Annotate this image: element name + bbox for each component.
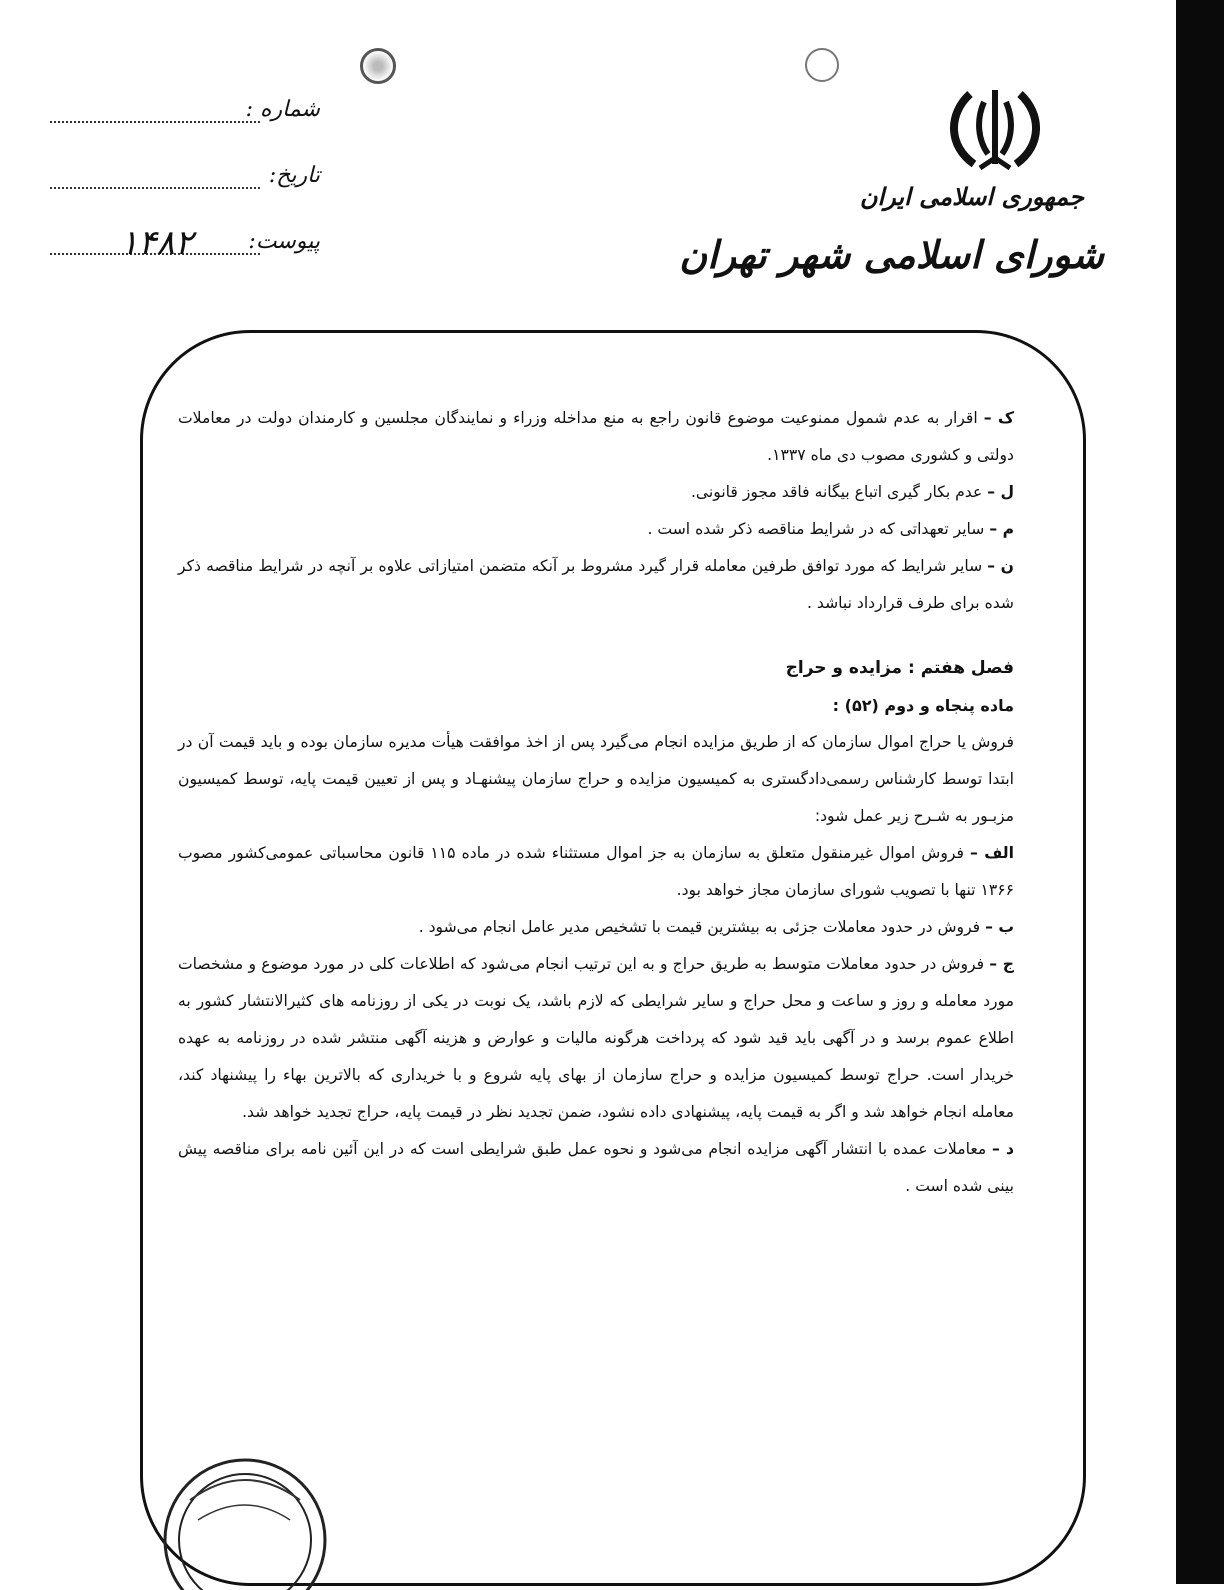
clause-jim	[178, 946, 1014, 1131]
section-title: فصل هفتم : مزایده و حراج	[785, 658, 1014, 678]
paragraph-k	[178, 400, 1014, 474]
paragraph-text: اقرار به عدم شمول ممنوعیت موضوع قانون راجع به منع مداخله وزراء و نمایندگان مجلسین و کارمندان دولت در معاملات دولتی و کشوری مصوب دی ماه ۱۳۳۷.	[178, 409, 1014, 464]
paragraph-text: سایر شرایط که مورد توافق طرفین معامله قرار گیرد مشروط بر آنکه متضمن امتیازاتی علاوه بر آنچه در شرایط مناقصه ذکر شده برای طرف قرارداد نباشد .	[178, 557, 1014, 612]
iran-emblem-icon	[940, 84, 1050, 174]
council-title: شورای اسلامی شهر تهران	[679, 232, 1104, 277]
clause-be	[178, 909, 1014, 946]
date-field	[50, 161, 320, 227]
scan-edge-bar	[1176, 0, 1224, 1584]
date-dotted-line	[50, 187, 260, 189]
paragraph-lead: م –	[989, 520, 1014, 538]
punch-hole-left	[360, 48, 396, 84]
attachment-handwritten-value: ۱۴۸۲	[120, 223, 194, 263]
paragraph-text: عدم بکار گیری اتباع بیگانه فاقد مجوز قانونی.	[690, 483, 988, 501]
clause-lead: ب –	[985, 918, 1014, 936]
clause-alef	[178, 835, 1014, 909]
clause-lead: الف –	[969, 844, 1014, 862]
clause-text: فروش در حدود معاملات متوسط به طریق حراج و به این ترتیب انجام می‌شود که اطلاعات کلی در مورد موضوع و مشخصات مورد معامله و روز و ساعت و محل حراج و سایر شرایطی که لازم باشد، یک نوبت در یکی از روزنامه های کثیرالانتشار کشور به اطلاع عموم برسد و در آگهی باید قید شود که پرداخت هرگونه مالیات و عوارض و هزینه آگهی منتشر شده در روزنامه به عهده خریدار است. حراج توسط کمیسیون مزایده و حراج سازمان از بهای پایه شروع و با خریداری که بالاترین بهاء را پیشنهاد کند، معامله انجام خواهد شد و اگر به قیمت پایه، پیشنهادی داده نشود، ضمن تجدید نظر در قیمت پایه، حراج تجدید خواهد شد.	[178, 955, 1014, 1121]
clause-dal	[178, 1131, 1014, 1205]
date-label: تاریخ:	[268, 163, 320, 188]
spacer	[178, 622, 1014, 650]
clause-lead: ج –	[989, 955, 1014, 973]
attachment-label: پیوست:	[248, 229, 320, 254]
clause-text: فروش در حدود معاملات جزئی به بیشترین قیمت با تشخیص مدیر عامل انجام می‌شود .	[418, 918, 986, 936]
paragraph-lead: ل –	[987, 483, 1014, 501]
paragraph-l	[178, 474, 1014, 511]
number-dotted-line	[50, 121, 260, 123]
number-field	[50, 95, 320, 161]
paragraph-m	[178, 511, 1014, 548]
number-label: شماره :	[245, 97, 320, 122]
article-title: ماده پنجاه و دوم (۵۲) :	[832, 696, 1014, 715]
paragraph-text: سایر تعهداتی که در شرایط مناقصه ذکر شده است .	[647, 520, 990, 538]
republic-title: جمهوری اسلامی ایران	[859, 182, 1084, 211]
header-fields	[50, 95, 320, 293]
attachment-field	[50, 223, 320, 293]
clause-text: معاملات عمده با انتشار آگهی مزایده انجام می‌شود و نحوه عمل طبق شرایطی است که در این آئین نامه برای مناقصه پیش بینی شده است .	[178, 1140, 1014, 1195]
paragraph-lead: ن –	[987, 557, 1014, 575]
punch-hole-right	[805, 48, 839, 82]
article-intro: فروش یا حراج اموال سازمان که از طریق مزایده انجام می‌گیرد پس از اخذ موافقت هیأت مدیره سازمان بوده و باید قیمت آن در ابتدا توسط کارشناس رسمی‌دادگستری به کمیسیون مزایده و حراج سازمان پیشنهـاد و پس از تعیین قیمت پایه، توسط کمیسیون مزبـور به شـرح زیر عمل شود:	[178, 733, 1014, 825]
document-body	[178, 400, 1014, 1205]
clause-text: فروش اموال غیرمنقول متعلق به سازمان به جز اموال مستثناء شده در ماده ۱۱۵ قانون محاسباتی عمومی‌کشور مصوب ۱۳۶۶ تنها با تصویب شورای سازمان مجاز خواهد بود.	[178, 844, 1014, 899]
council-seal-stamp	[150, 1440, 330, 1590]
paragraph-lead: ک –	[983, 409, 1014, 427]
clause-lead: د –	[991, 1140, 1015, 1158]
paragraph-n	[178, 548, 1014, 622]
